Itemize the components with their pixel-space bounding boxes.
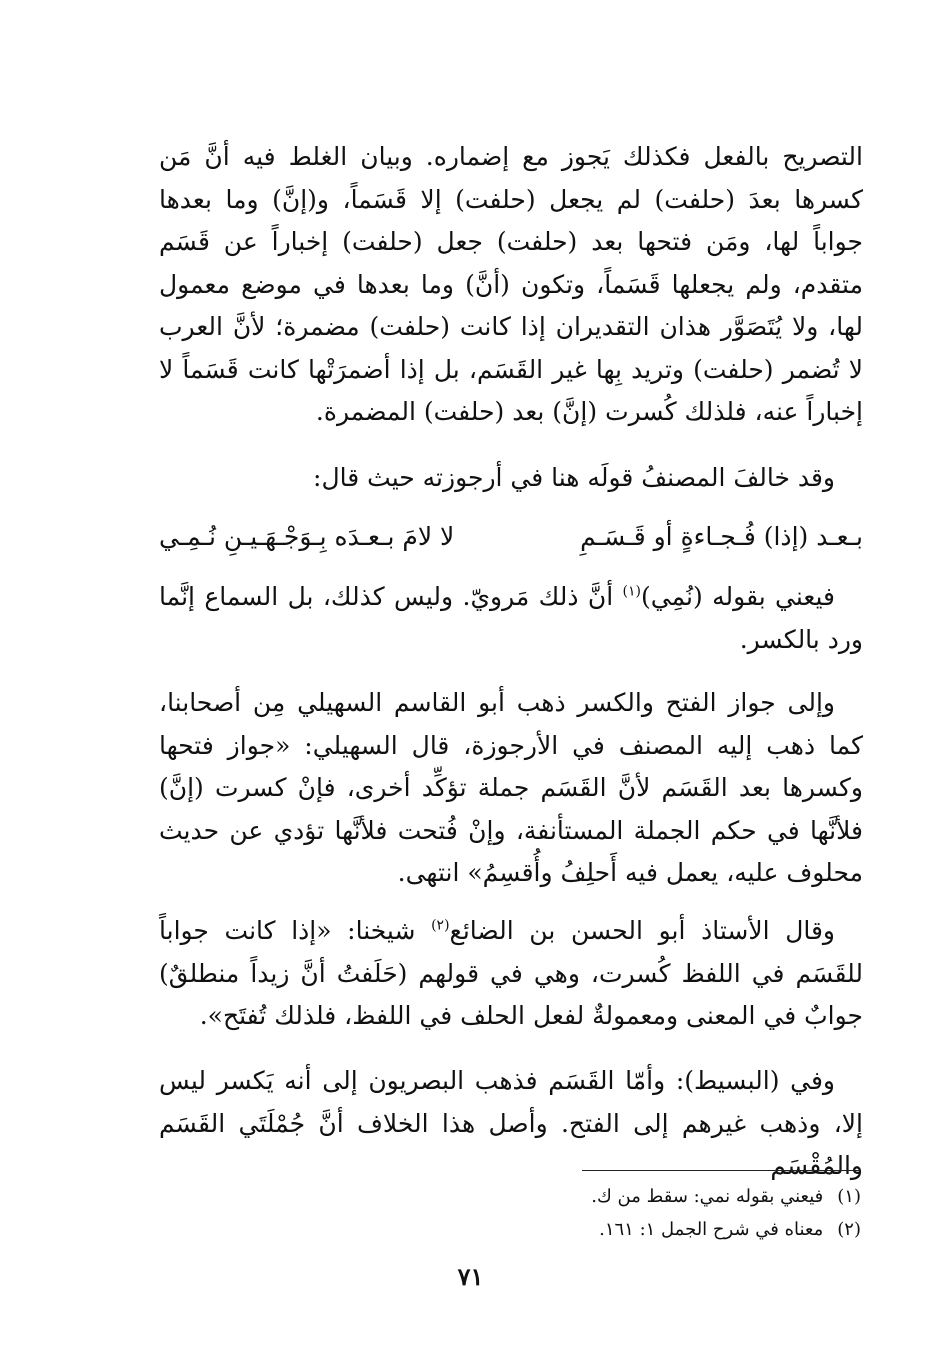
footnote-2-text: معناه في شرح الجمل ١: ١٦١. — [599, 1219, 824, 1240]
footnote-1-text: فيعني بقوله نمي: سقط من ك. — [591, 1186, 824, 1207]
paragraph-5-text-start: وقال الأستاذ أبو الحسن بن الضائع — [449, 916, 835, 945]
paragraph-5-text-end: شيخنا: «إذا كانت جواباً للقَسَم في اللفظ كُسرت، وهي في قولهم (حَلَفتُ أنَّ زيداً منطلقٌ) جوابٌ في المعنى ومعمولةٌ لفعل الحلف في اللفظ، فلذلك تُفتَح». — [159, 916, 863, 1030]
poem-verse — [159, 515, 863, 559]
footnotes — [157, 1180, 861, 1246]
paragraph-3 — [159, 576, 863, 661]
footnote-1 — [157, 1180, 861, 1213]
paragraph-1 — [159, 136, 863, 434]
paragraph-6 — [159, 1060, 863, 1188]
paragraph-6-text: وفي (البسيط): وأمّا القَسَم فذهب البصريون إلى أنه يَكسر ليس إلا، وذهب غيرهم إلى الفتح. وأصل هذا الخلاف أنَّ جُمْلَتَي القَسَم والمُقْسَم — [159, 1066, 863, 1180]
poem-second-hemistich: لا لامَ بـعـدَه بِـوَجْـهَـيـنِ نُـمِـي — [159, 522, 455, 551]
paragraph-3-text-end: أنَّ ذلك مَرويّ. وليس كذلك، بل السماع إنَّما ورد بالكسر. — [159, 582, 863, 654]
footnote-2 — [157, 1213, 861, 1246]
footnote-1-number: (١) — [837, 1186, 861, 1207]
paragraph-4-text: وإلى جواز الفتح والكسر ذهب أبو القاسم السهيلي مِن أصحابنا، كما ذهب إليه المصنف في الأرجوزة، قال السهيلي: «جواز فتحها وكسرها بعد القَسَم لأنَّ القَسَم جملة تؤكِّد أخرى، فإنْ كسرت (إنَّ) فلأنَّها في حكم الجملة المستأنفة، وإنْ فُتحت فلأنَّها تؤدي عن حديث محلوف عليه، يعمل فيه أَحلِفُ وأُقسِمُ» انتهى. — [159, 688, 863, 887]
footnote-ref-2[interactable]: (٢) — [431, 917, 450, 934]
paragraph-5 — [159, 910, 863, 1038]
poem-first-hemistich: بـعـد (إذا) فُـجـاءةٍ أو قَـسَـمِ — [580, 522, 863, 551]
page-number: ٧١ — [457, 1262, 484, 1291]
paragraph-2 — [159, 457, 863, 500]
footnote-ref-1[interactable]: (١) — [622, 583, 641, 600]
paragraph-1-text: التصريح بالفعل فكذلك يَجوز مع إضماره. وبيان الغلط فيه أنَّ مَن كسرها بعدَ (حلفت) لم يجعل (حلفت) إلا قَسَماً، و(إنَّ) وما بعدها جواباً لها، ومَن فتحها بعد (حلفت) جعل (حلفت) إخباراً عن قَسَم متقدم، ولم يجعلها قَسَماً، وتكون (أنَّ) وما بعدها في موضع معمول لها، ولا يُتَصَوَّر هذان التقديران إذا كانت (حلفت) مضمرة؛ لأنَّ العرب لا تُضمر (حلفت) وتريد بِها غير القَسَم، بل إذا أضمرَتْها كانت قَسَماً لا إخباراً عنه، فلذلك كُسرت (إنَّ) بعد (حلفت) المضمرة. — [159, 142, 863, 426]
paragraph-4 — [159, 682, 863, 895]
paragraph-2-text: وقد خالفَ المصنفُ قولَه هنا في أرجوزته حيث قال: — [313, 463, 835, 492]
footnote-separator — [582, 1170, 861, 1171]
footnote-2-number: (٢) — [837, 1219, 861, 1240]
paragraph-3-text-start: فيعني بقوله (نُمِي) — [641, 582, 835, 611]
